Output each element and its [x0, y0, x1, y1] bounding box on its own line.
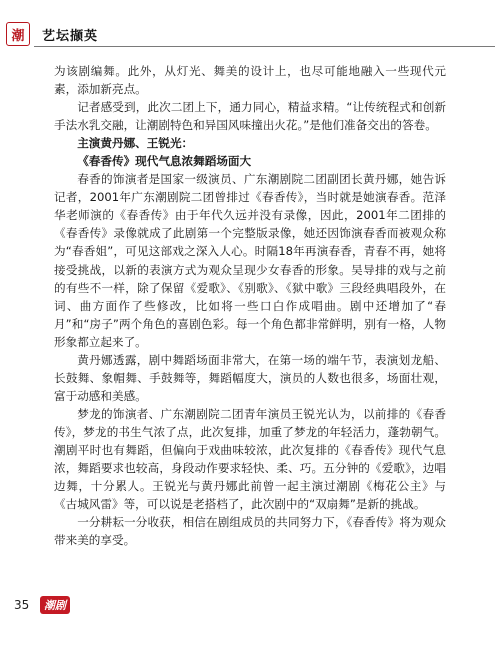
- header-divider: [34, 46, 495, 47]
- paragraph: 梦龙的饰演者、广东潮剧院二团青年演员王锐光认为，以前排的《春香传》，梦龙的书生气浓了点，此次复排，加重了梦龙的年轻活力，蓬勃朝气。潮剧平时也有舞蹈，但偏向于戏曲味较浓，此次复排的《春香传》现代气息浓，舞蹈要求也较高，身段动作要求轻快、柔、巧。五分钟的《爱歌》，边唱边舞，十分累人。王锐光与黄丹娜此前曾一起主演过潮剧《梅花公主》与《古城风雷》等，可以说是老搭档了，此次剧中的“双扇舞”是新的挑战。: [54, 406, 446, 512]
- paragraph: 春香的饰演者是国家一级演员、广东潮剧院二团副团长黄丹娜，她告诉记者，2001年广东潮剧院二团曾排过《春香传》，当时就是她演春香。范泽华老师演的《春香传》由于年代久远并没有录像，因此，2001年二团排的《春香传》录像就成了此剧第一个完整版录像，她还因饰演春香而被观众称为“春香姐”，可见这部戏之深入人心。时隔18年再演春香，青春不再，她将接受挑战，以新的表演方式为观众呈现少女春香的形象。吴导排的戏与之前的有些不一样，除了保留《爱歌》、《别歌》、《狱中歌》三段经典唱段外，在词、曲方面作了些修改，比如将一些口白作成唱曲。剧中还增加了“春月”和“房子”两个角色的喜剧色彩。每一个角色都非常鲜明，别有一格，人物形象都立起来了。: [54, 172, 446, 349]
- article-body: [54, 62, 446, 549]
- brand-logo-badge: 潮剧: [40, 596, 70, 614]
- paragraph: 记者感受到，此次二团上下，通力同心，精益求精。“让传统程式和创新手法水乳交融，让潮剧特色和异国风味撞出火花。”是他们准备交出的答卷。: [54, 100, 446, 133]
- paragraph: 黄丹娜透露，剧中舞蹈场面非常大，在第一场的端午节，表演划龙船、长鼓舞、象帽舞、手鼓舞等，舞蹈幅度大，演员的人数也很多，场面壮观，富于动感和美感。: [54, 352, 446, 403]
- magazine-logo-icon: 潮: [6, 22, 30, 46]
- page-header: [0, 0, 495, 48]
- subheading-cast: 主演黄丹娜、王锐光：: [77, 136, 194, 151]
- paragraph: 为该剧编舞。此外，从灯光、舞美的设计上，也尽可能地融入一些现代元素，添加新亮点。: [54, 64, 446, 97]
- paragraph: 一分耕耘一分收获，相信在剧组成员的共同努力下，《春香传》将为观众带来美的享受。: [54, 515, 446, 548]
- page-number: 35: [14, 598, 30, 612]
- section-title: 艺坛撷英: [42, 29, 99, 44]
- subheading-topic: 《春香传》现代气息浓舞蹈场面大: [77, 154, 252, 169]
